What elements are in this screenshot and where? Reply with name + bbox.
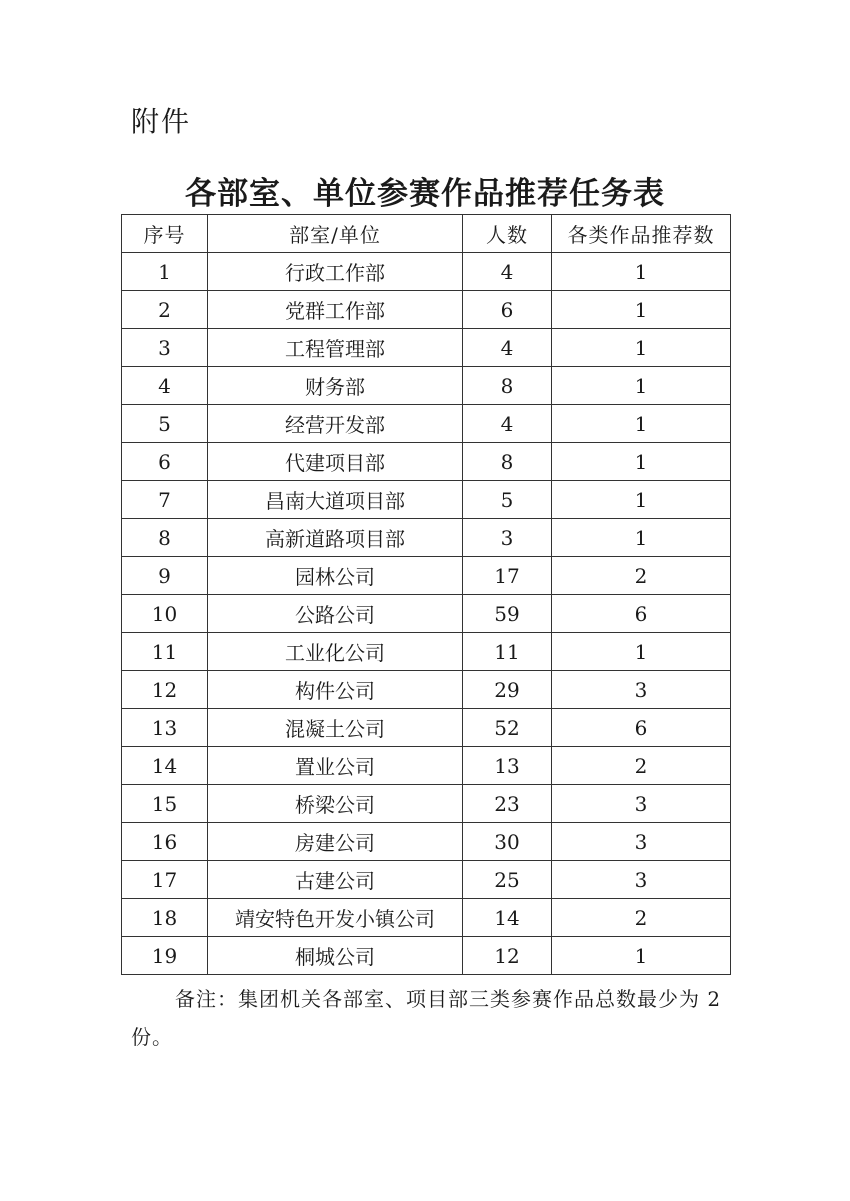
cell-rec: 1 <box>552 329 731 367</box>
cell-dept: 桐城公司 <box>208 937 463 975</box>
cell-rec: 1 <box>552 481 731 519</box>
cell-seq: 1 <box>122 253 208 291</box>
cell-dept: 桥梁公司 <box>208 785 463 823</box>
cell-seq: 13 <box>122 709 208 747</box>
cell-dept: 置业公司 <box>208 747 463 785</box>
table-row <box>122 405 731 443</box>
cell-seq: 19 <box>122 937 208 975</box>
cell-dept: 公路公司 <box>208 595 463 633</box>
cell-seq: 11 <box>122 633 208 671</box>
cell-rec: 3 <box>552 861 731 899</box>
cell-seq: 12 <box>122 671 208 709</box>
cell-seq: 2 <box>122 291 208 329</box>
table-row <box>122 747 731 785</box>
cell-rec: 6 <box>552 709 731 747</box>
cell-rec: 3 <box>552 823 731 861</box>
cell-seq: 9 <box>122 557 208 595</box>
cell-count: 17 <box>463 557 552 595</box>
cell-seq: 4 <box>122 367 208 405</box>
cell-dept: 园林公司 <box>208 557 463 595</box>
table-row <box>122 253 731 291</box>
attachment-label: 附件 <box>131 105 192 138</box>
cell-dept: 昌南大道项目部 <box>208 481 463 519</box>
header-rec: 各类作品推荐数 <box>552 215 731 253</box>
cell-count: 11 <box>463 633 552 671</box>
table-row <box>122 633 731 671</box>
cell-rec: 2 <box>552 899 731 937</box>
table-row <box>122 595 731 633</box>
cell-seq: 8 <box>122 519 208 557</box>
cell-dept: 经营开发部 <box>208 405 463 443</box>
cell-count: 8 <box>463 367 552 405</box>
cell-count: 23 <box>463 785 552 823</box>
cell-count: 25 <box>463 861 552 899</box>
cell-rec: 1 <box>552 937 731 975</box>
table-row <box>122 937 731 975</box>
table-row <box>122 519 731 557</box>
cell-dept: 靖安特色开发小镇公司 <box>208 899 463 937</box>
cell-seq: 14 <box>122 747 208 785</box>
cell-dept: 党群工作部 <box>208 291 463 329</box>
cell-count: 30 <box>463 823 552 861</box>
header-seq: 序号 <box>122 215 208 253</box>
header-count: 人数 <box>463 215 552 253</box>
cell-rec: 1 <box>552 443 731 481</box>
cell-rec: 2 <box>552 747 731 785</box>
table-row <box>122 709 731 747</box>
cell-dept: 工业化公司 <box>208 633 463 671</box>
cell-count: 59 <box>463 595 552 633</box>
cell-count: 4 <box>463 253 552 291</box>
cell-count: 6 <box>463 291 552 329</box>
cell-rec: 1 <box>552 291 731 329</box>
cell-rec: 1 <box>552 367 731 405</box>
table-row <box>122 481 731 519</box>
cell-count: 8 <box>463 443 552 481</box>
cell-dept: 古建公司 <box>208 861 463 899</box>
cell-count: 4 <box>463 405 552 443</box>
table-body <box>122 253 731 975</box>
cell-count: 13 <box>463 747 552 785</box>
cell-count: 4 <box>463 329 552 367</box>
table-row <box>122 557 731 595</box>
cell-rec: 1 <box>552 519 731 557</box>
header-dept: 部室/单位 <box>208 215 463 253</box>
table-row <box>122 443 731 481</box>
table-header-row <box>122 215 731 253</box>
cell-seq: 10 <box>122 595 208 633</box>
cell-rec: 1 <box>552 253 731 291</box>
page-title: 各部室、单位参赛作品推荐任务表 <box>185 176 665 212</box>
cell-count: 52 <box>463 709 552 747</box>
cell-seq: 15 <box>122 785 208 823</box>
cell-rec: 3 <box>552 785 731 823</box>
cell-count: 14 <box>463 899 552 937</box>
table-row <box>122 823 731 861</box>
cell-dept: 混凝土公司 <box>208 709 463 747</box>
cell-count: 12 <box>463 937 552 975</box>
table-row <box>122 291 731 329</box>
cell-rec: 6 <box>552 595 731 633</box>
cell-dept: 房建公司 <box>208 823 463 861</box>
cell-rec: 3 <box>552 671 731 709</box>
cell-dept: 构件公司 <box>208 671 463 709</box>
cell-seq: 17 <box>122 861 208 899</box>
cell-count: 5 <box>463 481 552 519</box>
table-row <box>122 785 731 823</box>
cell-seq: 7 <box>122 481 208 519</box>
cell-dept: 财务部 <box>208 367 463 405</box>
cell-rec: 2 <box>552 557 731 595</box>
cell-count: 3 <box>463 519 552 557</box>
cell-seq: 6 <box>122 443 208 481</box>
cell-rec: 1 <box>552 633 731 671</box>
note-text: 备注：集团机关各部室、项目部三类参赛作品总数最少为 2 份。 <box>131 987 722 1049</box>
recommendation-task-table <box>121 214 731 975</box>
table-row <box>122 899 731 937</box>
table-row <box>122 329 731 367</box>
table-row <box>122 671 731 709</box>
cell-rec: 1 <box>552 405 731 443</box>
cell-seq: 16 <box>122 823 208 861</box>
cell-dept: 高新道路项目部 <box>208 519 463 557</box>
table-row <box>122 367 731 405</box>
cell-seq: 3 <box>122 329 208 367</box>
cell-count: 29 <box>463 671 552 709</box>
cell-dept: 代建项目部 <box>208 443 463 481</box>
cell-dept: 工程管理部 <box>208 329 463 367</box>
cell-dept: 行政工作部 <box>208 253 463 291</box>
table-row <box>122 861 731 899</box>
cell-seq: 18 <box>122 899 208 937</box>
cell-seq: 5 <box>122 405 208 443</box>
